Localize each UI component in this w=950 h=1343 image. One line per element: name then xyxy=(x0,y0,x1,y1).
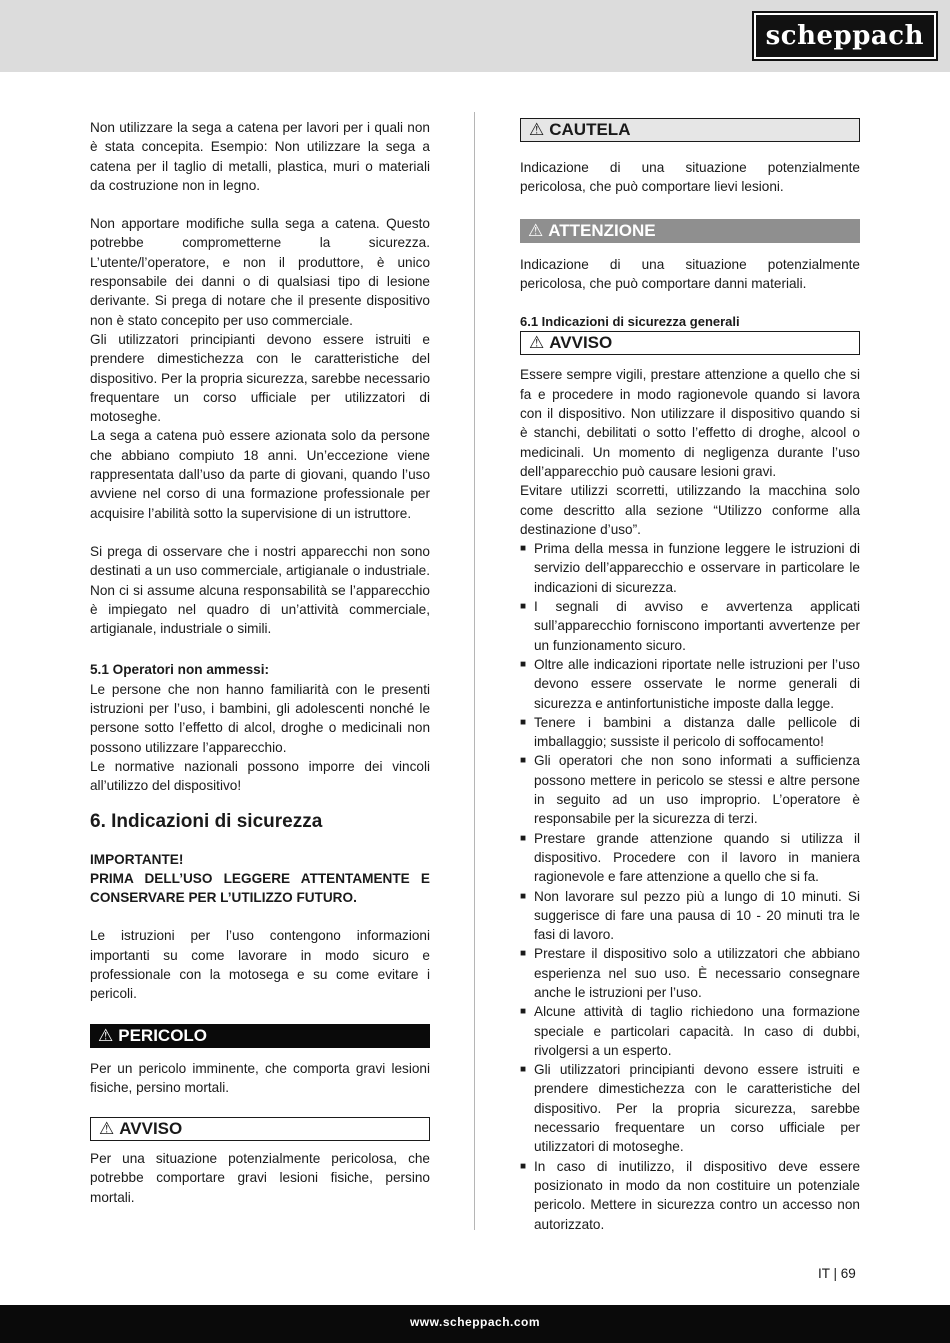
website-url: www.scheppach.com xyxy=(409,1315,541,1329)
right-column xyxy=(520,118,860,1234)
paragraph: Si prega di osservare che i nostri apparecchi non sono destinati a un uso commerciale, artigianale o industriale. Non ci si assume alcuna responsabilità se l’apparecchio è impiegato nel quadro di un’attività commerciale, artigianale, industriale o simili. xyxy=(90,543,430,637)
danger-box xyxy=(90,1024,430,1048)
paragraph: Indicazione di una situazione potenzialmente pericolosa, che può comportare danni materiali. xyxy=(520,256,860,291)
paragraph: Gli utilizzatori principianti devono essere istruiti e prendere dimestichezza con le caratteristiche del dispositivo. Per la propria sicurezza, sarebbe necessario frequentare un corso ufficiale per utilizzatori di motoseghe. xyxy=(90,331,431,425)
header-bar xyxy=(0,0,950,72)
warning-label: AVVISO xyxy=(119,1119,183,1139)
page-number: IT | 69 xyxy=(818,1266,856,1281)
important-label: IMPORTANTE! xyxy=(90,851,184,867)
paragraph: Indicazione di una situazione potenzialmente pericolosa, che può comportare lievi lesioni. xyxy=(520,160,860,195)
brand-logo: scheppach xyxy=(754,13,936,59)
paragraph: Non apportare modifiche sulla sega a catena. Questo potrebbe comprometterne la sicurezza. L’utente/l’operatore, e non il produttore, è unico responsabile dei danni o di qualsiasi tipo di lesione derivante. Si prega di notare che il presente dispositivo non è stato concepito per uso commerciale. xyxy=(90,216,430,328)
caution-label: CAUTELA xyxy=(549,120,631,139)
list-item: ■ I segnali di avviso e avvertenza applicati sull’apparecchio forniscono importanti avvertenze per un funzionamento sicuro. xyxy=(520,597,860,655)
safety-list xyxy=(520,539,860,1234)
warning-triangle-icon: ⚠ xyxy=(528,220,544,240)
paragraph: Per un pericolo imminente, che comporta gravi lesioni fisiche, persino mortali. xyxy=(90,1060,430,1095)
left-column xyxy=(90,118,430,1207)
warning-triangle-icon: ⚠ xyxy=(99,1119,115,1139)
warning-box xyxy=(90,1117,430,1141)
caution-box xyxy=(520,118,860,142)
list-item: ■ Gli operatori che non sono informati a sufficienza possono mettere in pericolo se stessi e altre persone in seguito ad un uso improprio. L’operatore è responsabile per la sicurezza di terzi. xyxy=(520,751,860,828)
attention-label: ATTENZIONE xyxy=(548,220,656,240)
paragraph: Le persone che non hanno familiarità con le presenti istruzioni per l’uso, i bambini, gli adolescenti nonché le persone sotto l’effetto di alcol, droghe o medicinali non possono utilizzare l’apparecchio. xyxy=(90,681,430,755)
list-item: ■ Non lavorare sul pezzo più a lungo di 10 minuti. Si suggerisce di fare una pausa di 10 - 20 minuti tra le fasi di lavoro. xyxy=(520,887,860,945)
list-item: ■ In caso di inutilizzo, il dispositivo deve essere posizionato in modo da non costituire un potenziale pericolo. Mettere in sicurezza contro un accesso non autorizzato. xyxy=(520,1157,860,1234)
column-divider xyxy=(474,112,475,1230)
list-item: ■ Tenere i bambini a distanza dalle pellicole di imballaggio; sussiste il pericolo di soffocamento! xyxy=(520,713,860,752)
footer-bar xyxy=(0,1305,950,1343)
paragraph: Per una situazione potenzialmente pericolosa, che potrebbe comportare gravi lesioni fisiche, persino mortali. xyxy=(90,1151,430,1205)
danger-label: PERICOLO xyxy=(118,1025,208,1045)
paragraph: Evitare utilizzi scorretti, utilizzando la macchina solo come descritto alla sezione “Utilizzo conforme alla destinazione d’uso”. xyxy=(520,483,860,537)
paragraph: Non utilizzare la sega a catena per lavori per i quali non è stata concepita. Esempio: Non utilizzare la sega a catena per il taglio di metalli, plastica, muri o materiali da costruzione non in legno. xyxy=(90,120,430,193)
list-item: ■ Prima della messa in funzione leggere le istruzioni di servizio dell’apparecchio e osservare in particolare le indicazioni di sicurezza. xyxy=(520,539,860,597)
paragraph: La sega a catena può essere azionata solo da persone che abbiano compiuto 18 anni. Un’eccezione viene rappresentata dall’uso da parte di giovani, quando l’uso avviene nel corso di una formazione professionale per acquisire l’abilità sotto la supervisione di un istruttore. xyxy=(90,428,430,521)
list-item: ■ Gli utilizzatori principianti devono essere istruiti e prendere dimestichezza con le caratteristiche del dispositivo. Per la propria sicurezza, sarebbe necessario frequentare un corso ufficiale per utilizzatori di motoseghe. xyxy=(520,1060,860,1156)
warning-label: AVVISO xyxy=(549,333,613,353)
attention-box xyxy=(520,219,860,243)
paragraph: Essere sempre vigili, prestare attenzione a quello che si fa e procedere in modo ragionevole quando si lavora con il dispositivo. Non utilizzare il dispositivo quando si è stanchi, debilitati o sotto l’effetto di droghe, alcool o medicinali. Un momento di negligenza durante l’uso dell’apparecchio può causare lesioni gravi. xyxy=(520,367,860,479)
warning-triangle-icon: ⚠ xyxy=(529,333,545,353)
list-item: ■ Alcune attività di taglio richiedono una formazione speciale e particolari capacità. In caso di dubbi, rivolgersi a un esperto. xyxy=(520,1002,860,1060)
warning-triangle-icon: ⚠ xyxy=(529,120,545,139)
subsection-heading: 6.1 Indicazioni di sicurezza generali xyxy=(520,314,740,330)
important-notice: PRIMA DELL’USO LEGGERE ATTENTAMENTE E CONSERVARE PER L’UTILIZZO FUTURO. xyxy=(90,870,430,906)
list-item: ■ Prestare grande attenzione quando si utilizza il dispositivo. Procedere con il lavoro in maniera ragionevole e fare attenzione a quello che si fa. xyxy=(520,829,860,887)
subsection-heading: 5.1 Operatori non ammessi: xyxy=(90,662,270,678)
section-heading: 6. Indicazioni di sicurezza xyxy=(90,810,323,832)
list-item: ■ Prestare il dispositivo solo a utilizzatori che abbiano esperienza nel suo uso. È necessario consegnare anche le istruzioni per l’uso. xyxy=(520,944,860,1002)
warning-box xyxy=(520,331,860,355)
paragraph: Le normative nazionali possono imporre dei vincoli all’utilizzo del dispositivo! xyxy=(90,758,430,794)
paragraph: Le istruzioni per l’uso contengono informazioni importanti su come lavorare in modo sicuro e professionale con la motosega e su come evitare i pericoli. xyxy=(90,928,430,1002)
list-item: ■ Oltre alle indicazioni riportate nelle istruzioni per l’uso devono essere osservate le norme generali di sicurezza e antinfortunistiche imposte dalla legge. xyxy=(520,655,860,713)
warning-triangle-icon: ⚠ xyxy=(98,1025,114,1045)
